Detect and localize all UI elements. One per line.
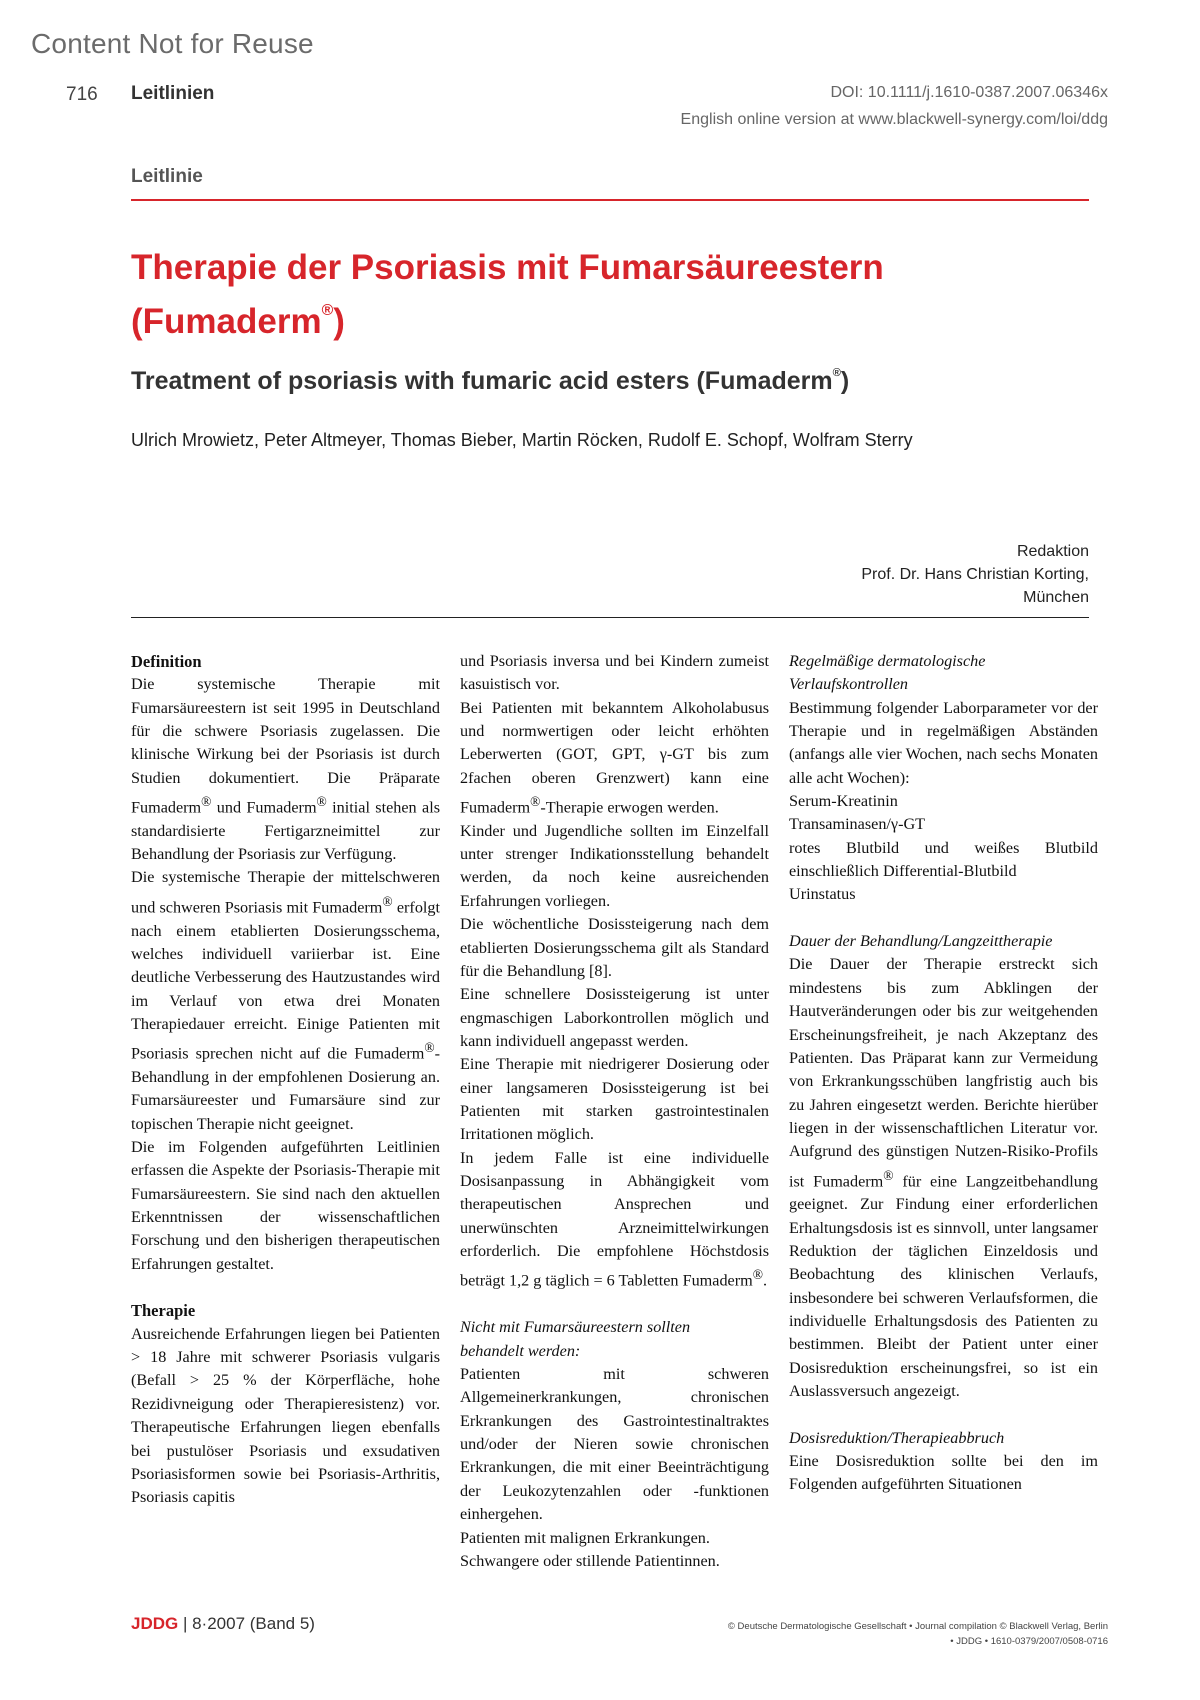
article-title — [131, 244, 1089, 346]
list-item: Urinstatus — [789, 885, 856, 904]
title-line-1: Therapie der Psoriasis mit Fumarsäureestern — [131, 248, 884, 287]
registered-mark: ® — [832, 367, 841, 380]
paragraph: und Psoriasis inversa und bei Kindern zumeist kasuistisch vor. — [460, 652, 769, 694]
heading-monitoring: Regelmäßige dermatologische Verlaufskontrollen — [789, 652, 986, 694]
body-column-1 — [131, 650, 440, 1510]
paragraph: Eine schnellere Dosissteigerung ist unter engmaschigen Laborkontrollen möglich und kann individuell angepasst werden. — [460, 985, 769, 1050]
copyright-line: © Deutsche Dermatologische Gesellschaft • Journal compilation © Blackwell Verlag, Berlin — [727, 1621, 1108, 1632]
paragraph: In jedem Falle ist eine individuelle Dosisanpassung in Abhängigkeit vom therapeutischen Ansprechen und unerwünschten Arzneimittelwirkungen erforderlich. Die empfohlene Höchstdosis beträgt 1,2 g täglich = 6 Tabletten Fumaderm®. — [460, 1148, 769, 1290]
paragraph: Ausreichende Erfahrungen liegen bei Patienten > 18 Jahre mit schwerer Psoriasis vulgaris (Befall > 25 % der Körperfläche, hohe Rezidivneigung oder Therapieresistenz) vor. Therapeutische Erfahrungen liegen ebenfalls bei pustulöser Psoriasis und exsudativen Psoriasisformen sowie bei Psoriasis-Arthritis, Psoriasis capitis — [131, 1324, 440, 1507]
footer-journal — [131, 1614, 315, 1634]
title-line-2: (Fumaderm®) — [131, 301, 345, 341]
paragraph: Die systemische Therapie mit Fumarsäureestern ist seit 1995 in Deutschland für die schwere Psoriasis zugelassen. Die klinische Wirkung bei der Psoriasis ist durch Studien dokumentiert. Die Präparate Fumaderm® und Fumaderm® initial stehen als standardisierte Fertigarzneimittel zur Behandlung der Psoriasis zur Verfügung. — [131, 675, 440, 864]
paragraph: Bei Patienten mit bekanntem Alkoholabusus und normwertigen oder leicht erhöhten Leberwerten (GOT, GPT, γ-GT bis zum 2fachen oberen Grenzwert) kann eine Fumaderm®-Therapie erwogen werden. — [460, 698, 769, 817]
article-type-label: Leitlinie — [131, 166, 203, 187]
body-divider — [131, 617, 1089, 618]
heading-dose-reduction: Dosisreduktion/Therapieabbruch — [789, 1428, 1005, 1447]
paragraph: Eine Dosisreduktion sollte bei den im Folgenden aufgeführten Situationen — [789, 1452, 1098, 1494]
body-column-2 — [460, 650, 769, 1573]
journal-brand: JDDG — [131, 1614, 179, 1633]
heading-duration: Dauer der Behandlung/Langzeittherapie — [789, 932, 1053, 951]
heading-contraindications: Nicht mit Fumarsäureestern sollten behandelt werden: — [460, 1318, 691, 1360]
body-column-3 — [789, 650, 1098, 1497]
footer-copyright — [728, 1619, 1108, 1649]
page-number: 716 — [66, 84, 98, 105]
paragraph: Die wöchentliche Dosissteigerung nach dem etablierten Dosierungsschema gilt als Standard für die Behandlung [8]. — [460, 915, 769, 980]
editor-block — [861, 540, 1089, 609]
paragraph: Patienten mit malignen Erkrankungen. — [460, 1528, 710, 1547]
paragraph: Eine Therapie mit niedrigerer Dosierung oder einer langsameren Dosissteigerung ist bei Patienten mit starken gastrointestinalen Irritationen möglich. — [460, 1055, 769, 1144]
paragraph: Die im Folgenden aufgeführten Leitlinien erfassen die Aspekte der Psoriasis-Therapie mit Fumarsäureestern. Sie sind nach den aktuellen Erkenntnissen der wissenschaftlichen Forschung und den bisherigen therapeutischen Erfahrungen gestaltet. — [131, 1138, 440, 1273]
heading-definition: Definition — [131, 652, 202, 671]
heading-therapie: Therapie — [131, 1301, 196, 1321]
article-subtitle: Treatment of psoriasis with fumaric acid esters (Fumaderm®) — [131, 367, 850, 395]
paragraph: Die Dauer der Therapie erstreckt sich mindestens bis zum Abklingen der Hautveränderungen oder bis zur weitgehenden Erscheinungsfreiheit, je nach Akzeptanz des Patienten. Das Präparat kann zur Vermeidung von Erkrankungsschüben langfristig auch bis zu Jahren eingesetzt werden. Berichte hierüber liegen in der wissenschaftlichen Literatur vor. Aufgrund des günstigen Nutzen-Risiko-Profils ist Fumaderm® für eine Langzeitbehandlung geeignet. Zur Findung einer erforderlichen Erhaltungsdosis ist es sinnvoll, unter langsamer Reduktion der täglichen Einzeldosis und Beobachtung des klinischen Verlaufs, insbesondere bei schweren Verlaufsformen, die individuelle Erhaltungsdosis des Patienten zu bestimmen. Bleibt der Patient unter einer Dosisreduktion erscheinungsfrei, so ist ein Auslassversuch angezeigt. — [789, 955, 1098, 1401]
doi[interactable]: DOI: 10.1111/j.1610-0387.2007.06346x — [830, 84, 1108, 101]
editor-city: München — [1023, 589, 1089, 606]
header-divider — [131, 199, 1089, 201]
issn-line: • JDDG • 1610-0379/2007/0508-0716 — [950, 1636, 1108, 1647]
list-item: Serum-Kreatinin — [789, 792, 898, 811]
paragraph: Schwangere oder stillende Patientinnen. — [460, 1551, 720, 1570]
online-version-link[interactable]: English online version at www.blackwell-synergy.com/loi/ddg — [680, 111, 1108, 128]
paragraph: Kinder und Jugendliche sollten im Einzelfall unter strenger Indikationsstellung behandelt werden, da noch keine ausreichenden Erfahrungen vorliegen. — [460, 821, 769, 910]
paragraph: Patienten mit schweren Allgemeinerkrankungen, chronischen Erkrankungen des Gastrointestinaltraktes und/oder der Nieren sowie chronischen Erkrankungen, die mit einer Beeinträchtigung der Leukozytenzahlen oder -funktionen einhergehen. — [460, 1365, 769, 1524]
watermark: Content Not for Reuse — [31, 28, 314, 59]
editor-name: Prof. Dr. Hans Christian Korting, — [861, 566, 1089, 583]
editor-label: Redaktion — [1016, 543, 1089, 560]
section-heading: Leitlinien — [131, 83, 215, 104]
journal-issue: | 8·2007 (Band 5) — [178, 1614, 315, 1633]
list-item: Transaminasen/γ-GT — [789, 815, 926, 834]
registered-mark: ® — [321, 302, 334, 320]
paragraph: Die systemische Therapie der mittelschweren und schweren Psoriasis mit Fumaderm® erfolgt nach einem etablierten Dosierungsschema, welches individuell variierbar ist. Eine deutliche Verbesserung des Hautzustandes wird im Verlauf von etwa drei Monaten Therapiedauer erreicht. Einige Patienten mit Psoriasis sprechen nicht auf die Fumaderm®-Behandlung in der empfohlenen Dosierung an. Fumarsäureester und Fumarsäure sind zur topischen Therapie nicht geeignet. — [131, 868, 440, 1133]
author-list: Ulrich Mrowietz, Peter Altmeyer, Thomas Bieber, Martin Röcken, Rudolf E. Schopf, Wolfram Sterry — [131, 430, 913, 450]
paragraph: Bestimmung folgender Laborparameter vor der Therapie und in regelmäßigen Abständen (anfangs alle vier Wochen, nach sechs Monaten alle acht Wochen): — [789, 698, 1098, 787]
list-item: rotes Blutbild und weißes Blutbild einschließlich Differential-Blutbild — [789, 838, 1098, 881]
